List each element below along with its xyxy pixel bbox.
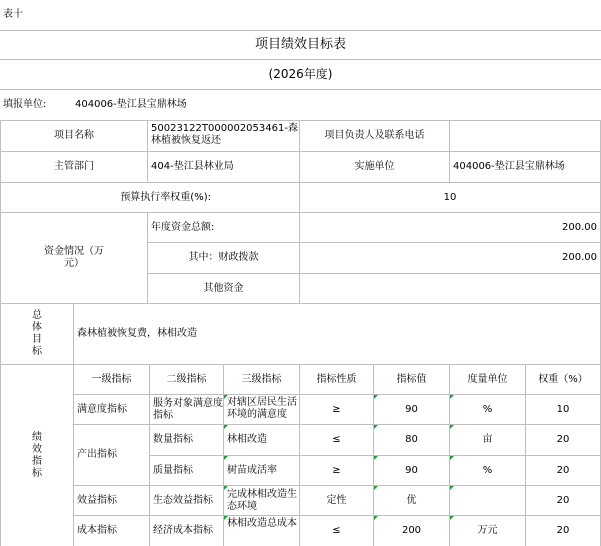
funds-fiscal-value: 200.00: [300, 243, 601, 274]
impl-label: 实施单位: [300, 152, 450, 183]
funds-total-value: 200.00: [300, 213, 601, 243]
budget-weight-label: 预算执行率权重(%):: [0, 183, 300, 213]
project-contact-value: [450, 121, 601, 152]
budget-weight-value: 10: [300, 183, 601, 213]
funds-label: 资金情况（万元）: [0, 213, 148, 304]
perf-row-l2: 数量指标: [150, 425, 224, 456]
page-title: 项目绩效目标表: [0, 31, 601, 60]
perf-l1-cost: 成本指标: [74, 516, 150, 546]
perf-row-l3: 对辖区居民生活环境的满意度: [224, 395, 300, 425]
perf-row-l3: 树苗成活率: [224, 456, 300, 486]
perf-row-nature: ≤: [300, 425, 374, 456]
perf-row-weight: 20: [526, 456, 601, 486]
perf-l1-benefit: 效益指标: [74, 486, 150, 516]
project-name-label: 项目名称: [0, 121, 148, 152]
perf-l1-output: 产出指标: [74, 425, 150, 486]
overall-goal-label: 总体目标: [0, 304, 74, 365]
project-name-value: 50023122T000002053461-森林植被恢复返还: [148, 121, 300, 152]
impl-value: 404006-垫江县宝鼎林场: [450, 152, 601, 183]
perf-row-weight: 20: [526, 425, 601, 456]
perf-row-nature: 定性: [300, 486, 374, 516]
perf-row-value: 优: [374, 486, 450, 516]
perf-row-value: 90: [374, 395, 450, 425]
dept-label: 主管部门: [0, 152, 148, 183]
perf-row-value: 200: [374, 516, 450, 546]
perf-row-unit: %: [450, 456, 526, 486]
perf-row-weight: 20: [526, 486, 601, 516]
table-number: 表十: [0, 0, 601, 31]
perf-row-l3: 林相改造: [224, 425, 300, 456]
perf-header-unit: 度量单位: [450, 365, 526, 395]
perf-header-l1: 一级指标: [74, 365, 150, 395]
perf-row-l3: 林相改造总成本: [224, 516, 300, 546]
filling-unit-label: 填报单位:: [0, 90, 72, 121]
filling-unit-value: 404006-垫江县宝鼎林场: [72, 90, 601, 121]
perf-l1-satisfaction: 满意度指标: [74, 395, 150, 425]
perf-row-l2: 质量指标: [150, 456, 224, 486]
funds-other-label: 其他资金: [148, 274, 300, 304]
perf-row-nature: ≤: [300, 516, 374, 546]
perf-label: 绩效指标: [0, 365, 74, 546]
perf-row-nature: ≥: [300, 456, 374, 486]
perf-row-value: 80: [374, 425, 450, 456]
perf-row-l2: 服务对象满意度指标: [150, 395, 224, 425]
funds-total-label: 年度资金总额:: [148, 213, 300, 243]
perf-header-nature: 指标性质: [300, 365, 374, 395]
perf-header-l2: 二级指标: [150, 365, 224, 395]
perf-header-weight: 权重（%）: [526, 365, 601, 395]
report-year: (2026年度): [0, 60, 601, 90]
dept-value: 404-垫江县林业局: [148, 152, 300, 183]
perf-header-l3: 三级指标: [224, 365, 300, 395]
perf-row-value: 90: [374, 456, 450, 486]
funds-other-value: [300, 274, 601, 304]
perf-header-value: 指标值: [374, 365, 450, 395]
perf-row-nature: ≥: [300, 395, 374, 425]
project-contact-label: 项目负责人及联系电话: [300, 121, 450, 152]
perf-row-unit: %: [450, 395, 526, 425]
perf-row-unit: 亩: [450, 425, 526, 456]
perf-row-l3: 完成林相改造生态环境: [224, 486, 300, 516]
perf-row-unit: [450, 486, 526, 516]
perf-row-weight: 10: [526, 395, 601, 425]
funds-fiscal-label: 其中：财政拨款: [148, 243, 300, 274]
perf-row-weight: 20: [526, 516, 601, 546]
perf-row-l2: 生态效益指标: [150, 486, 224, 516]
perf-row-l2: 经济成本指标: [150, 516, 224, 546]
perf-row-unit: 万元: [450, 516, 526, 546]
overall-goal-value: 森林植被恢复费，林相改造: [74, 304, 601, 365]
